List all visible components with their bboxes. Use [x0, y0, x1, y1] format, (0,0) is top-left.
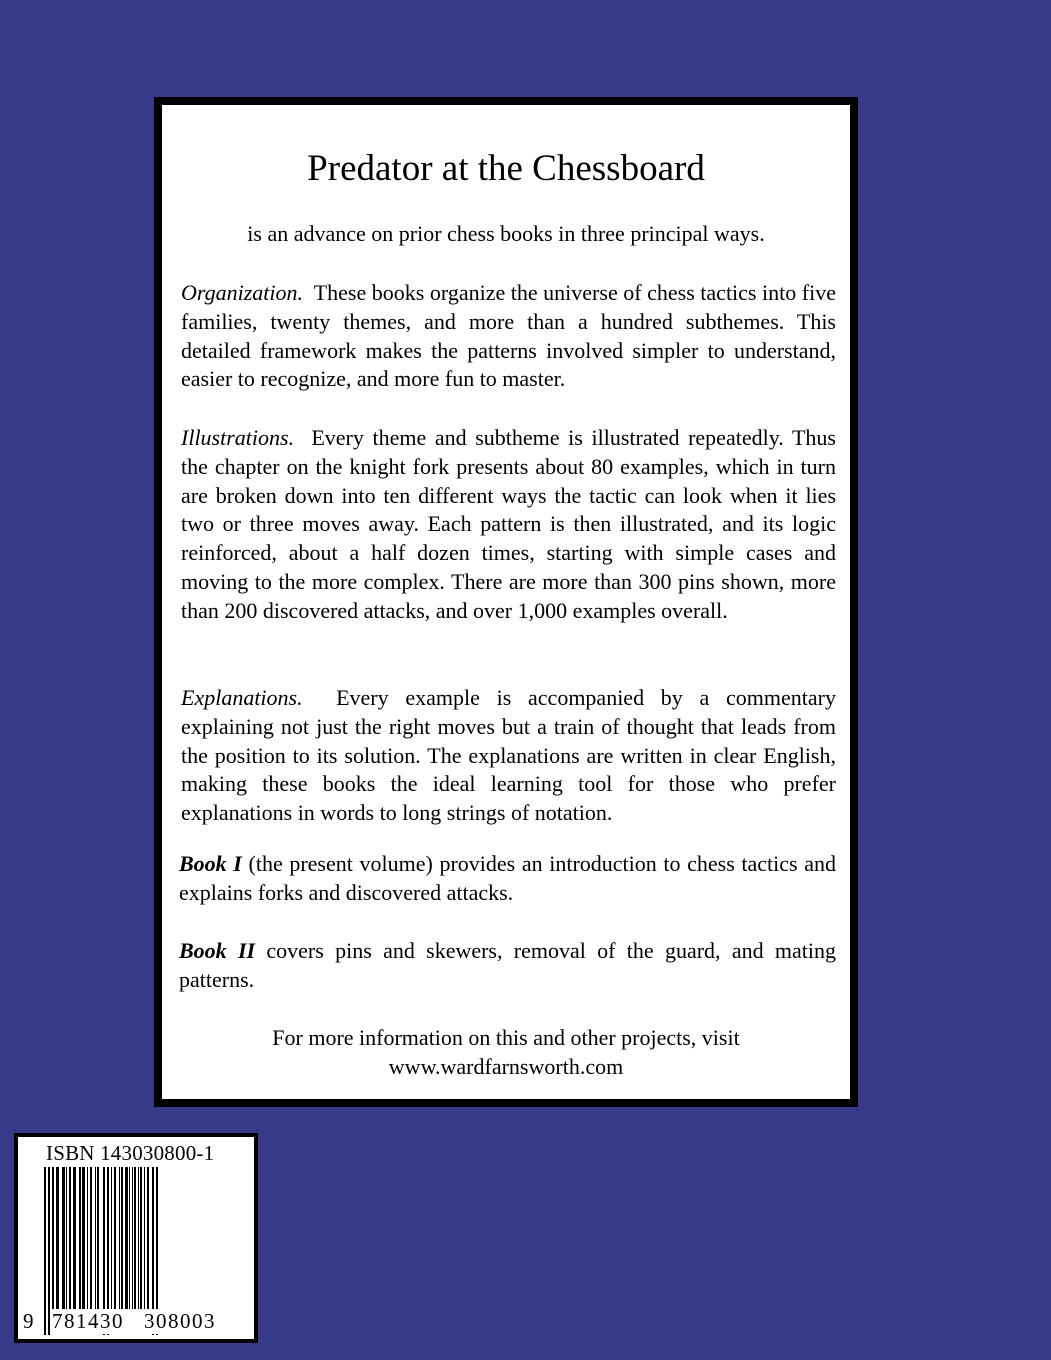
- barcode-bar: [114, 1167, 116, 1309]
- barcode-bar: [138, 1167, 139, 1309]
- book-one-text: (the present volume) provides an introduction to chess tactics and explains forks and discovered attacks.: [179, 851, 837, 905]
- organization-text: These books organize the universe of chess tactics into five families, twenty themes, and more than a hundred subthemes. This detailed framework makes the patterns involved simpler to understand, easier to recognize, and more fun to master.: [181, 280, 836, 392]
- explanations-paragraph: [181, 684, 836, 828]
- subtitle: is an advance on prior chess books in three principal ways.: [247, 221, 765, 246]
- barcode-bar: [140, 1167, 142, 1309]
- isbn-barcode: [14, 1133, 258, 1343]
- barcode-bar: [79, 1167, 81, 1309]
- ean-first-digit: 9: [23, 1309, 34, 1333]
- barcode-bar: [82, 1167, 85, 1309]
- barcode-bar: [56, 1167, 59, 1309]
- barcode-bar: [62, 1167, 65, 1309]
- description-panel: [154, 97, 858, 1107]
- organization-lead: Organization.: [181, 280, 304, 305]
- isbn-label: ISBN 143030800-1: [46, 1141, 215, 1165]
- barcode-bar: [87, 1167, 88, 1309]
- more-info: [162, 1023, 850, 1081]
- ean-left-digits: 781430: [52, 1309, 124, 1333]
- barcode-bar: [129, 1167, 130, 1309]
- ean-right-digits: 308003: [144, 1309, 216, 1333]
- barcode-bar: [97, 1167, 99, 1309]
- barcode-bar: [119, 1167, 120, 1309]
- illustrations-lead: Illustrations.: [181, 425, 295, 450]
- barcode-bar: [144, 1167, 145, 1309]
- book-two-label: Book II: [179, 938, 256, 963]
- illustrations-text: Every theme and subtheme is illustrated repeatedly. Thus the chapter on the knight fork presents about 80 examples, which in turn are broken down into ten different ways the tactic can look when it lies two or three moves away. Each pattern is then illustrated, and its logic reinforced, about a half dozen times, starting with simple cases and moving to the more complex. There are more than 300 pins shown, more than 200 discovered attacks, and over 1,000 examples overall.: [181, 425, 836, 623]
- barcode-bar: [111, 1167, 112, 1309]
- barcode-bar: [134, 1167, 136, 1309]
- barcode-bar: [66, 1167, 67, 1309]
- book-two-text: covers pins and skewers, removal of the guard, and mating patterns.: [179, 938, 836, 992]
- barcode-bar: [125, 1167, 128, 1309]
- book-one-paragraph: [179, 850, 836, 908]
- explanations-lead: Explanations.: [181, 685, 303, 710]
- barcode-bar: [121, 1167, 123, 1309]
- barcode-bar: [90, 1167, 92, 1309]
- illustrations-paragraph: [181, 424, 836, 626]
- book-title: Predator at the Chessboard: [307, 148, 705, 189]
- barcode-bar: [69, 1167, 71, 1309]
- barcode-bar: [52, 1167, 54, 1309]
- organization-paragraph: [181, 279, 836, 394]
- barcode-bar: [147, 1167, 149, 1309]
- website-url: www.wardfarnsworth.com: [388, 1054, 624, 1079]
- barcode-bar: [73, 1167, 76, 1309]
- barcode-bar: [132, 1167, 133, 1309]
- barcode-bar: [95, 1167, 96, 1309]
- book-one-label: Book I: [179, 851, 242, 876]
- barcode-bar: [44, 1167, 46, 1335]
- book-two-paragraph: [179, 937, 836, 995]
- barcode-bar: [48, 1167, 50, 1335]
- explanations-text: Every example is accompanied by a commentary explaining not just the right moves but a train of thought that leads from the position to its solution. The explanations are written in clear English, making these books the ideal learning tool for those who prefer explanations in words to long strings of notation.: [181, 685, 837, 826]
- more-info-text: For more information on this and other projects, visit: [272, 1025, 740, 1050]
